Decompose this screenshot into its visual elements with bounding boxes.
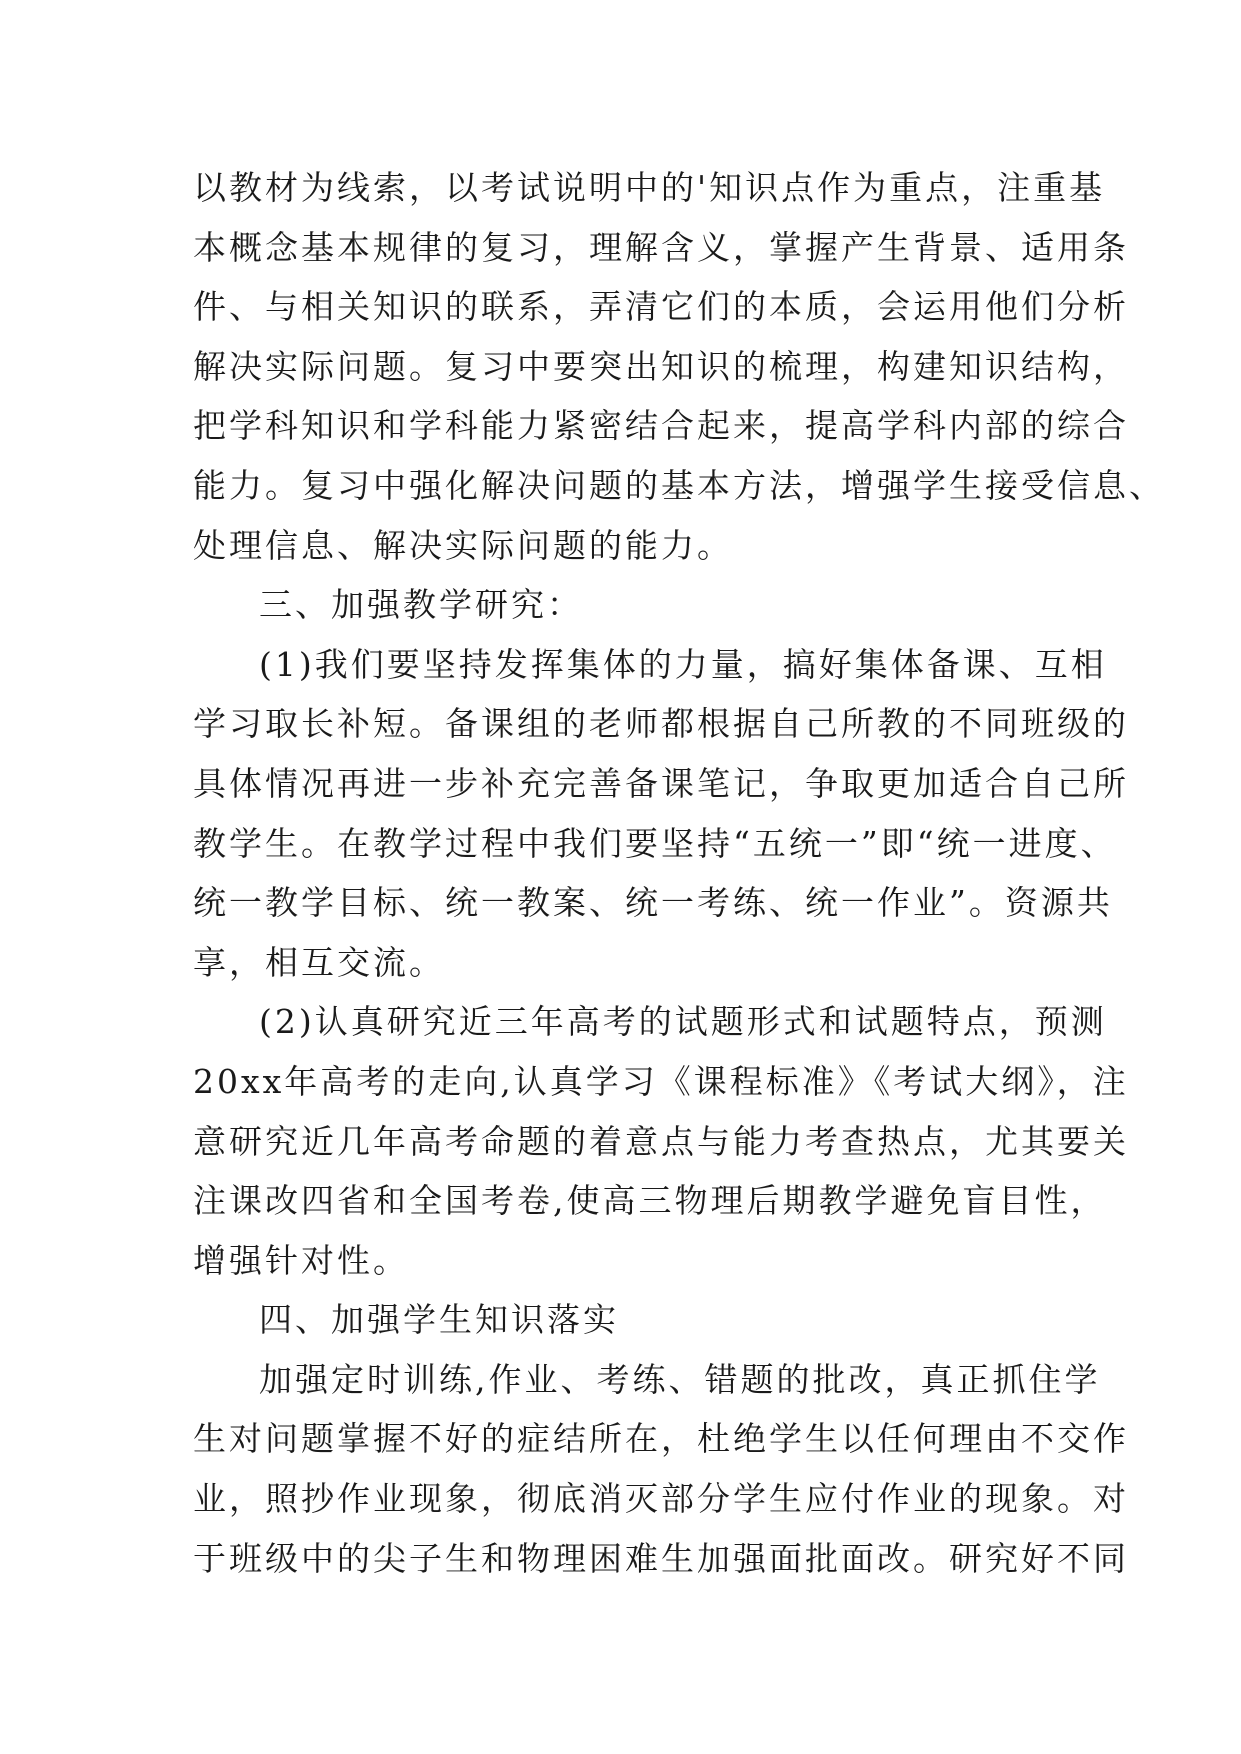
body-line-21: 加强定时训练,作业、考练、错题的批改，真正抓住学 (259, 1359, 1101, 1399)
body-line-1: 以教材为线索，以考试说明中的'知识点作为重点，注重基 (193, 168, 1106, 207)
body-line-12: 教学生。在教学过程中我们要坚持“五统一”即“统一进度、 (193, 823, 1117, 863)
body-line-22: 生对问题掌握不好的症结所在，杜绝学生以任何理由不交作 (193, 1419, 1129, 1459)
body-line-19: 增强针对性。 (193, 1240, 409, 1280)
section-heading-three: 三、加强教学研究： (259, 585, 583, 625)
body-line-11: 具体情况再进一步补充完善备课笔记，争取更加适合自己所 (193, 763, 1129, 803)
body-line-10: 学习取长补短。备课组的老师都根据自己所教的不同班级的 (193, 704, 1129, 744)
document-body (193, 158, 1165, 1588)
body-line-18: 注课改四省和全国考卷,使高三物理后期教学避免盲目性， (193, 1181, 1107, 1221)
body-line-14: 享，相互交流。 (193, 942, 445, 982)
body-line-17: 意研究近几年高考命题的着意点与能力考查热点，尤其要关 (193, 1121, 1129, 1161)
body-line-7: 处理信息、解决实际问题的能力。 (193, 525, 733, 565)
body-line-3: 件、与相关知识的联系，弄清它们的本质，会运用他们分析 (193, 287, 1129, 327)
body-line-13: 统一教学目标、统一教案、统一考练、统一作业”。资源共 (193, 883, 1113, 923)
section-heading-four: 四、加强学生知识落实 (259, 1300, 619, 1340)
body-line-2: 本概念基本规律的复习，理解含义，掌握产生背景、适用条 (193, 227, 1129, 267)
body-line-15: (2)认真研究近三年高考的试题形式和试题特点，预测 (259, 1002, 1107, 1042)
body-line-9: (1)我们要坚持发挥集体的力量，搞好集体备课、互相 (259, 644, 1107, 684)
body-line-4: 解决实际问题。复习中要突出知识的梳理，构建知识结构， (193, 346, 1129, 386)
body-line-24: 于班级中的尖子生和物理困难生加强面批面改。研究好不同 (193, 1538, 1129, 1578)
body-line-5: 把学科知识和学科能力紧密结合起来，提高学科内部的综合 (193, 406, 1129, 446)
body-line-16: 20xx年高考的走向,认真学习《课程标准》《考试大纲》，注 (193, 1061, 1129, 1101)
body-line-23: 业，照抄作业现象，彻底消灭部分学生应付作业的现象。对 (193, 1479, 1129, 1519)
body-line-6: 能力。复习中强化解决问题的基本方法，增强学生接受信息、 (193, 465, 1165, 505)
